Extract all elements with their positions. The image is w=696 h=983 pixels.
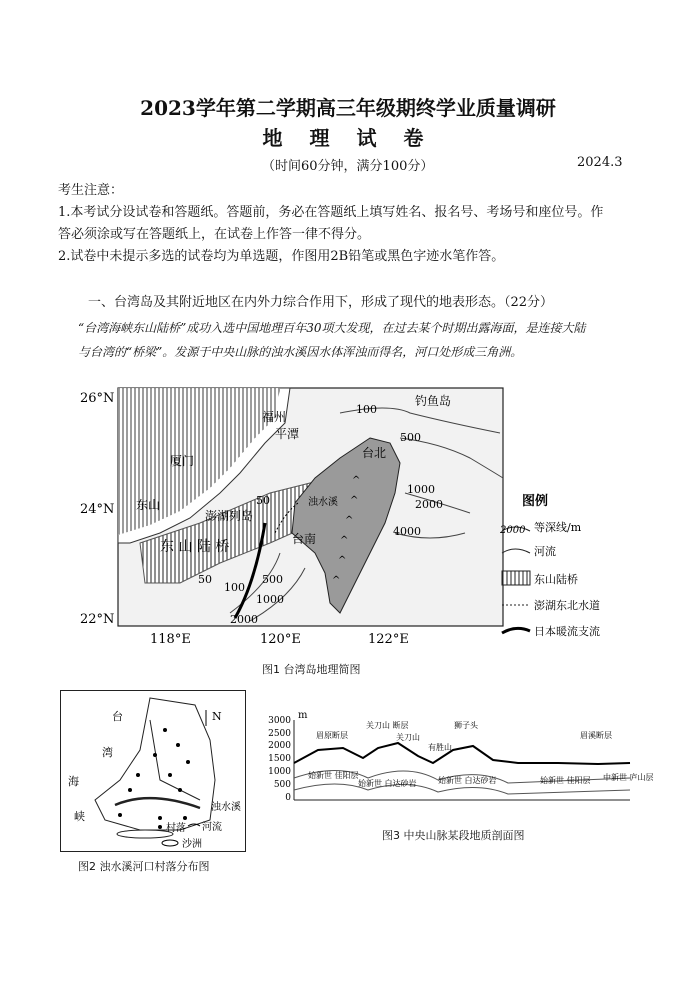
north-label: N [212,710,222,723]
profile-label: 始新世 佳阳层 [540,776,591,785]
notice-line: 2.试卷中未提示多选的试卷均为单选题，作图用2B铅笔或黑色字迹水笔作答。 [58,249,505,264]
profile-label: 始新世 白达砂岩 [358,779,417,788]
depth-label: 2000 [230,613,258,626]
profile-label: 关刀山 断层 [366,721,409,730]
sea-label: 海 [68,775,79,788]
taiwan-map-figure [70,383,650,648]
place-label: 钓鱼岛 [415,394,452,408]
sea-label: 台 [112,710,123,723]
legend-bridge: 东山陆桥 [534,573,578,586]
svg-text:^: ^ [340,535,349,546]
place-label: 台北 [362,446,387,460]
legend-current-swatch [502,628,530,633]
depth-label: 1000 [407,483,435,496]
legend-contour: 等深线/m [534,521,582,534]
lon-label: 120°E [260,632,301,647]
depth-label: 100 [224,581,245,594]
exam-date: 2024.3 [577,155,623,170]
y-tick: 1000 [268,767,291,777]
fig2-caption: 图2 浊水溪河口村落分布图 [78,860,210,873]
legend-sandbar: 沙洲 [182,839,202,850]
svg-text:^: ^ [332,575,341,586]
depth-label: 50 [198,573,212,586]
time-info: （时间60分钟，满分100分） [262,159,434,174]
legend-river: 河流 [202,822,222,833]
map-legend [499,493,600,638]
lon-label: 118°E [150,632,191,647]
legend-river-swatch [502,549,530,553]
svg-text:^: ^ [345,515,354,526]
legend-village: 村落 [166,823,186,834]
depth-label: 1000 [256,593,284,606]
sea-label: 峡 [74,810,85,823]
profile-label: 眉原断层 [316,731,348,740]
lat-label: 26°N [80,391,115,406]
strata-line [294,784,630,794]
question-material [78,316,678,364]
profile-label: 始新世 白达砂岩 [438,776,497,785]
place-label: 福州 [262,410,287,424]
geologic-profile-figure [258,708,654,808]
notice-line: 1.本考试分设试卷和答题纸。答题前，务必在答题纸上填写姓名、报名号、考场号和座位号。作 [58,205,604,220]
legend-current: 日本暖流支流 [534,625,600,638]
profile-label: 中新世 庐山层 [603,773,654,782]
place-label: 台南 [292,532,317,546]
bridge-label: 东 山 陆 桥 [160,539,230,555]
y-tick: 0 [285,793,291,803]
y-tick: 3000 [268,716,291,726]
y-tick: 500 [273,780,291,790]
depth-label: 100 [356,403,377,416]
legend-river: 河流 [534,545,556,558]
legend-bridge-swatch [502,571,530,585]
depth-label: 2000 [415,498,443,511]
place-label: 东山 [136,498,161,512]
depth-label: 500 [262,573,283,586]
lat-label: 22°N [80,612,115,627]
question-heading: 一、台湾岛及其附近地区在内外力综合作用下，形成了现代的地表形态。（22分） [88,295,554,310]
notice-heading: 考生注意： [58,183,124,198]
sea-label: 湾 [102,746,113,759]
exam-title: 2023学年第二学期高三年级期终学业质量调研 [140,96,556,120]
y-unit: m [298,710,308,721]
profile-label: 眉溪断层 [580,731,612,740]
y-tick: 2000 [268,741,291,751]
profile-label: 有胜山 [428,743,452,752]
profile-label: 关刀山 [396,733,420,742]
y-tick: 2500 [268,729,291,739]
svg-text:^: ^ [350,495,359,506]
river-label: 浊水溪 [308,497,338,508]
depth-label: 50 [256,494,270,507]
legend-channel: 澎湖东北水道 [534,599,600,612]
fig3-caption: 图3 中央山脉某段地质剖面图 [382,829,525,842]
material-line: “台湾海峡东山陆桥”成功入选中国地理百年30项大发现，在过去某个时期出露海面，是连接大陆 [78,321,586,335]
notice-block [58,180,658,268]
y-tick: 1500 [268,754,291,764]
place-label: 厦门 [170,454,195,468]
place-label: 澎湖列岛 [205,509,254,523]
notice-line: 答必须涂或写在答题纸上，在试卷上作答一律不得分。 [58,227,371,242]
lon-label: 122°E [368,632,409,647]
lat-label: 24°N [80,502,115,517]
depth-label: 4000 [393,525,421,538]
terrain-profile [294,743,630,764]
zhuoshui-delta-figure [60,690,246,852]
legend-title: 图例 [522,494,549,509]
fig1-caption: 图1 台湾岛地理简图 [262,663,361,676]
svg-text:^: ^ [338,555,347,566]
river-name: 浊水溪 [211,802,241,813]
material-line: 与台湾的“桥梁”。发源于中央山脉的浊水溪因水体浑浊而得名，河口处形成三角洲。 [78,345,523,359]
profile-label: 始新世 佳阳层 [308,771,359,780]
place-label: 平潭 [275,427,300,441]
exam-subject: 地 理 试 卷 [262,126,434,150]
legend-contour-sample: 2000 [500,525,526,536]
profile-label: 狮子头 [454,721,478,730]
depth-label: 500 [400,431,421,444]
svg-text:^: ^ [352,475,361,486]
